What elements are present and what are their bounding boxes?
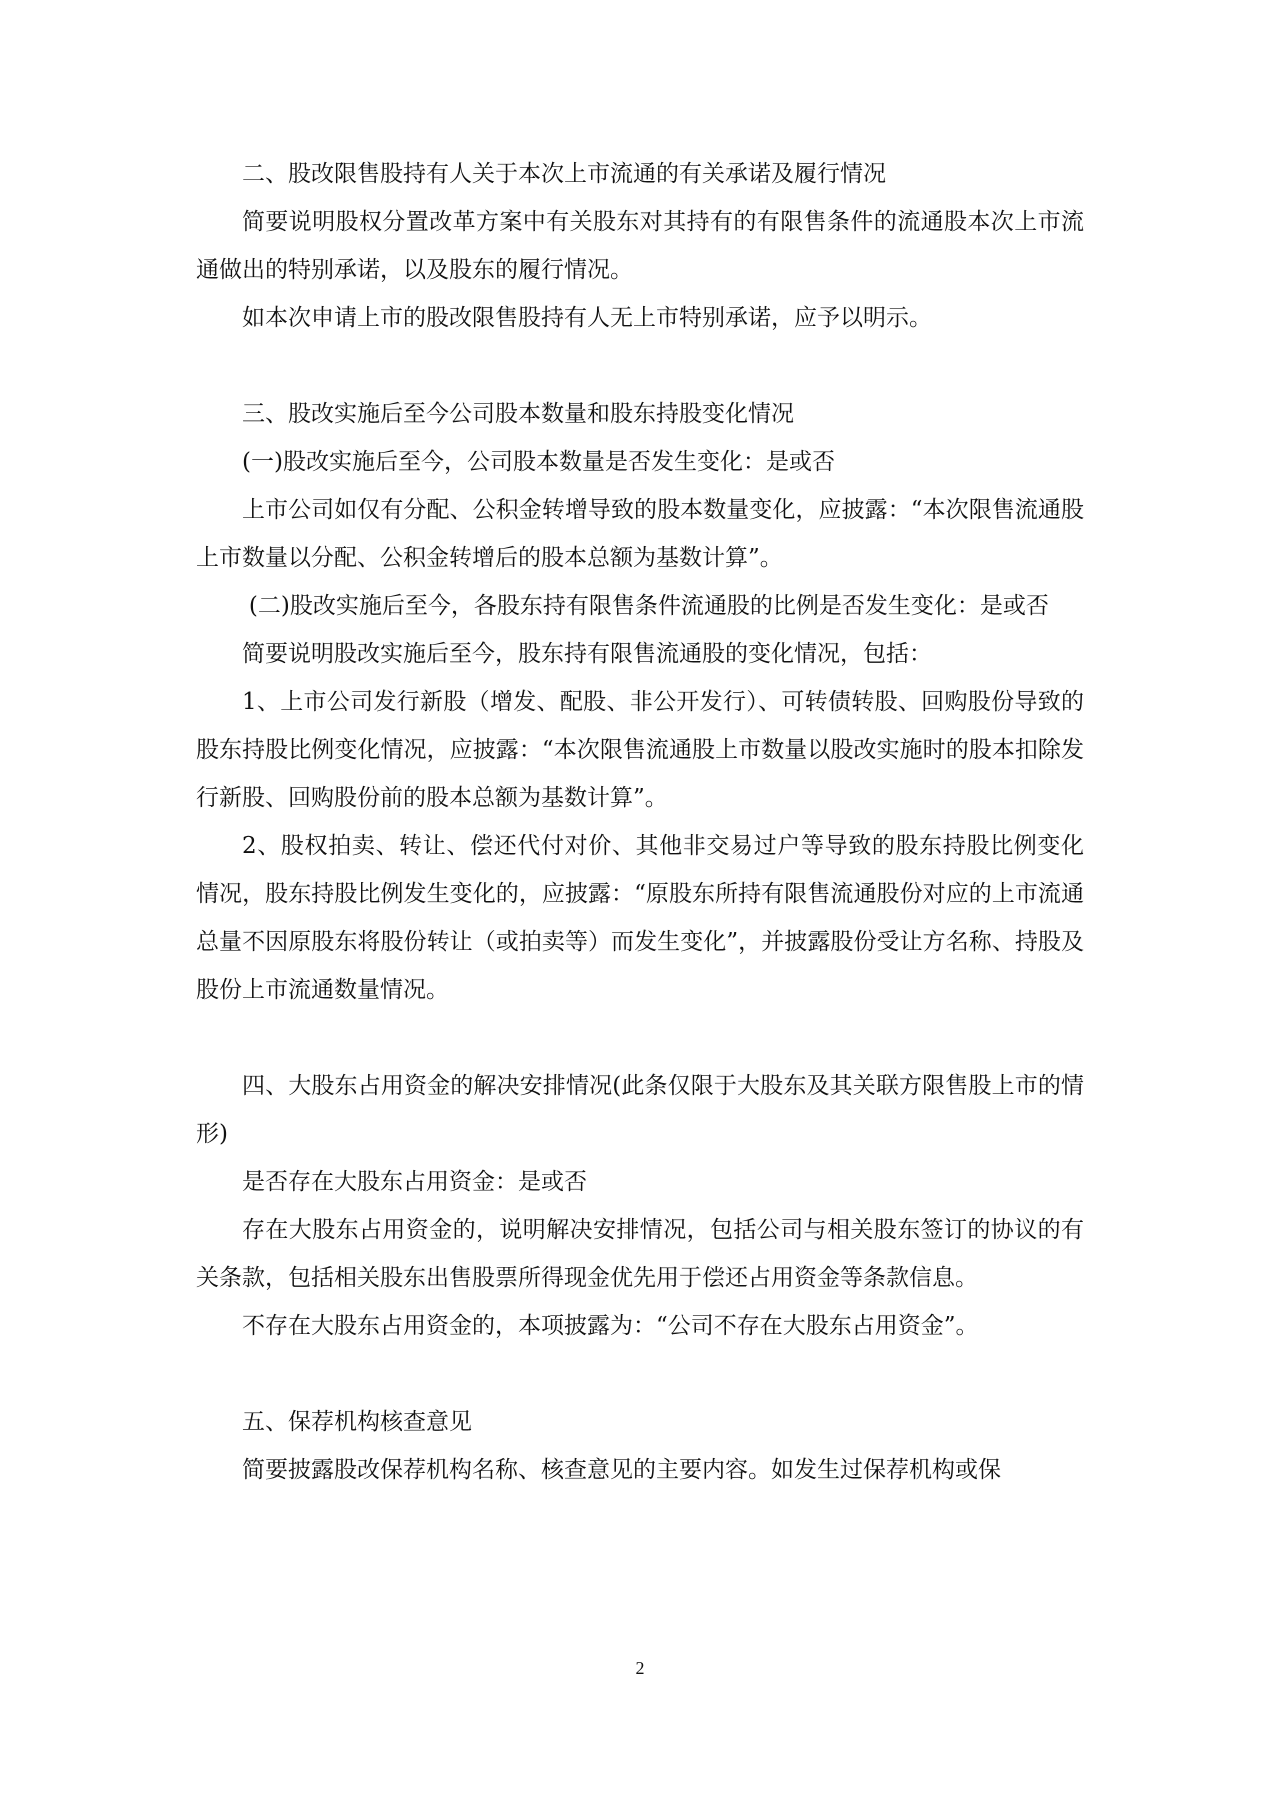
section-4-heading: 四、大股东占用资金的解决安排情况(此条仅限于大股东及其关联方限售股上市的情形)	[196, 1073, 1084, 1147]
section-3-heading: 三、股改实施后至今公司股本数量和股东持股变化情况	[242, 401, 794, 427]
page-number: 2	[635, 1658, 645, 1678]
section-spacer	[196, 1350, 1084, 1398]
section-4-paragraph-2: 不存在大股东占用资金的，本项披露为：“公司不存在大股东占用资金”。	[242, 1313, 979, 1339]
section-2-heading: 二、股改限售股持有人关于本次上市流通的有关承诺及履行情况	[242, 161, 886, 187]
section-5-paragraph-1: 简要披露股改保荐机构名称、核查意见的主要内容。如发生过保荐机构或保	[242, 1457, 1001, 1483]
section-spacer	[196, 342, 1084, 390]
section-3-item-2: 2、股权拍卖、转让、偿还代付对价、其他非交易过户等导致的股东持股比例变化情况，股东持股比例发生变化的，应披露：“原股东所持有限售流通股份对应的上市流通总量不因原股东将股份转让（或拍卖等）而发生变化”，并披露股份受让方名称、持股及股份上市流通数量情况。	[196, 833, 1084, 1003]
section-2-paragraph-1: 简要说明股权分置改革方案中有关股东对其持有的有限售条件的流通股本次上市流通做出的特别承诺，以及股东的履行情况。	[196, 209, 1084, 283]
section-5-heading: 五、保荐机构核查意见	[242, 1409, 472, 1435]
section-2-paragraph-2: 如本次申请上市的股改限售股持有人无上市特别承诺，应予以明示。	[242, 305, 932, 331]
section-3-question-2: (二)股改实施后至今，各股东持有限售条件流通股的比例是否发生变化：是或否	[248, 593, 1049, 619]
section-3-question-2-intro: 简要说明股改实施后至今，股东持有限售流通股的变化情况，包括：	[242, 641, 932, 667]
section-4-question: 是否存在大股东占用资金：是或否	[242, 1169, 587, 1195]
section-3-item-1: 1、上市公司发行新股（增发、配股、非公开发行）、可转债转股、回购股份导致的股东持股比例变化情况，应披露：“本次限售流通股上市数量以股改实施时的股本扣除发行新股、回购股份前的股本总额为基数计算”。	[196, 689, 1084, 811]
document-page	[196, 150, 1084, 1494]
section-spacer	[196, 1014, 1084, 1062]
section-4-paragraph-1: 存在大股东占用资金的，说明解决安排情况，包括公司与相关股东签订的协议的有关条款，包括相关股东出售股票所得现金优先用于偿还占用资金等条款信息。	[196, 1217, 1084, 1291]
section-3-question-1-text: 上市公司如仅有分配、公积金转增导致的股本数量变化，应披露：“本次限售流通股上市数量以分配、公积金转增后的股本总额为基数计算”。	[196, 497, 1084, 571]
section-3-question-1: (一)股改实施后至今，公司股本数量是否发生变化：是或否	[242, 449, 835, 475]
